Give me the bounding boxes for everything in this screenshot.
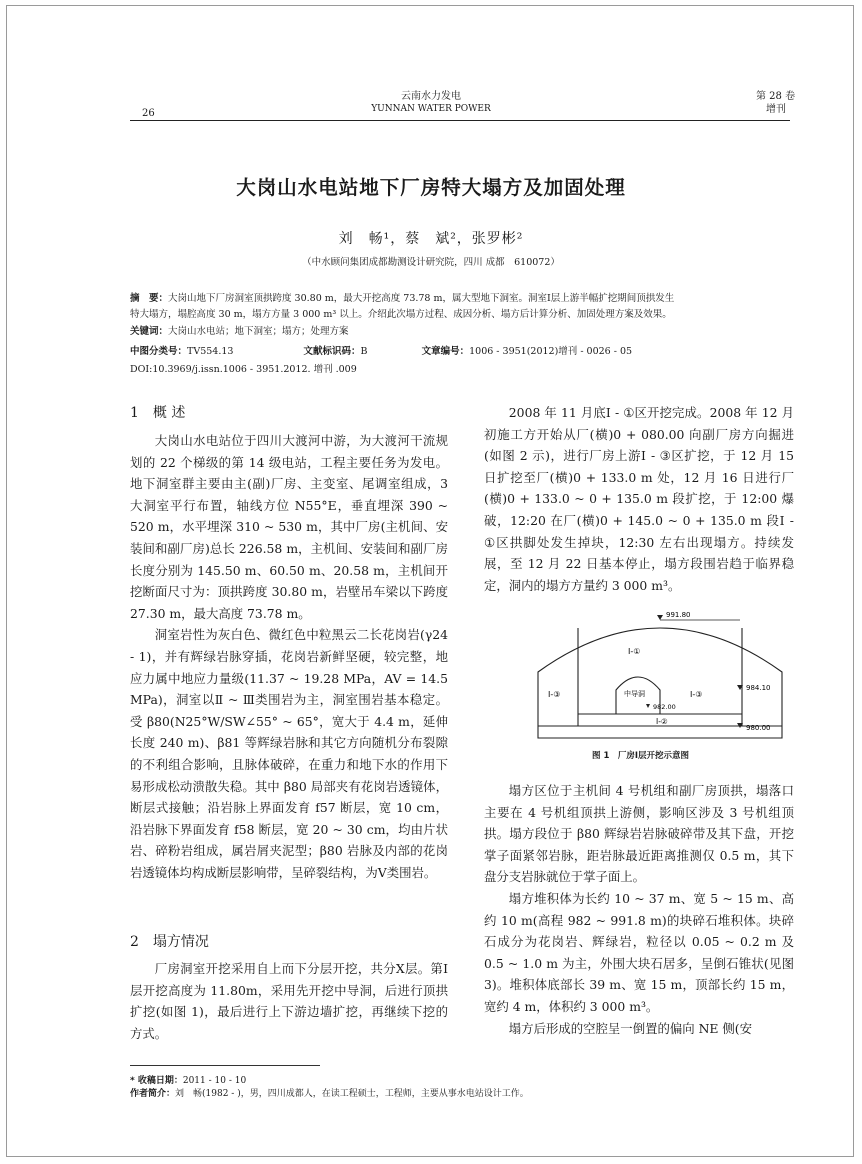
keywords-line [130, 324, 760, 340]
author-bio-line [130, 1088, 529, 1100]
abstract-text-1: 大岗山地下厂房洞室顶拱跨度 30.80 m，最大开挖高度 73.78 m，属大型地下洞室。洞室Ⅰ层上游半幅扩挖期间顶拱发生 [168, 293, 675, 304]
figure-1-caption: 图 1 厂房Ⅰ层开挖示意图 [592, 751, 690, 761]
classification-line [130, 344, 760, 360]
clc-value: TV554.13 [187, 346, 234, 357]
paragraph: 塌方后形成的空腔呈一倒置的偏向 NE 侧(安 [508, 1020, 753, 1036]
affiliation: （中水顾问集团成都勘测设计研究院，四川 成都 610072） [302, 257, 560, 268]
issue: 增刊 [766, 104, 786, 115]
footnote-rule [130, 1065, 320, 1066]
author-list: 刘 畅¹，蔡 斌²，张罗彬² [338, 231, 524, 247]
article-no-value: 1006 - 3951(2012)增刊 - 0026 - 05 [469, 346, 633, 357]
doc-code-label: 文献标识码： [303, 346, 361, 357]
received-date-line [130, 1075, 246, 1087]
journal-name-cn: 云南水力发电 [401, 91, 461, 102]
header-rule [130, 120, 790, 121]
received-label: * 收稿日期： [130, 1076, 183, 1086]
elevation-inner: 982.00 [653, 703, 676, 711]
zone-bottom-label: Ⅰ-② [656, 717, 668, 726]
paragraph: 厂房洞室开挖采用自上而下分层开挖，共分Ⅹ层。第Ⅰ层开挖高度为 11.80m，采用先开挖中导洞，后进行顶拱扩挖(如图 1)，最后进行上下游边墙扩挖，再继续下挖的方式。 [130, 961, 448, 1041]
paragraph: 2008 年 11 月底Ⅰ - ①区开挖完成。2008 年 12 月初施工方开始从厂(横)0 + 080.00 向副厂房方向掘进(如图 2 示)，进行厂房上游Ⅰ - ③区扩挖，于 12 月 15 日扩挖至厂(横)0 + 133.0 m 处，12 月 16 日进行厂(横)0 + 133.0 ~ 0 + 135.0 m 段扩挖，于 12:00 爆破，12:20 在厂(横)0 + 145.0 ~ 0 + 135.0 m 段Ⅰ - ①区拱脚处发生掉块，12:30 左右出现塌方。持续发展，至 12 月 22 日基本停止，塌方段围岩趋于临界稳定，洞内的塌方方量约 3 000 m³。 [484, 405, 794, 593]
left-column-s2 [130, 958, 448, 1044]
pilot-tunnel-label: 中导洞 [624, 690, 645, 698]
elevation-marker-icon [657, 615, 663, 620]
abstract-label: 摘 要： [130, 293, 169, 304]
zone-top-label: Ⅰ-① [628, 647, 641, 656]
clc-label: 中图分类号： [130, 346, 188, 357]
abstract-line-1 [130, 291, 760, 307]
paragraph: 洞室岩性为灰白色、微红色中粒黑云二长花岗岩(γ24 - 1)，并有辉绿岩脉穿插，花岗岩新鲜坚硬，较完整，地应力属中地应力量级(11.37 ~ 19.28 MPa，AV = 14.5 MPa)，洞室以Ⅱ ~ Ⅲ类围岩为主，洞室围岩基本稳定。受 β80(N25°W/SW∠55° ~ 65°，宽大于 4.4 m，延伸长度 240 m)、β81 等辉绿岩脉和其它方向随机分布裂隙的不利组合影响，且脉体破碎，在重力和地下水的作用下易形成松动溃散失稳。其中 β80 局部夹有花岗岩透镜体，断层式接触；沿岩脉上界面发育 f57 断层，宽 10 cm，沿岩脉下界面发育 f58 断层，宽 20 ~ 30 cm，均由片状岩、碎粉岩组成，属岩屑夹泥型；β80 岩脉及内部的花岗岩透镜体均构成断层影响带，呈碎裂结构，为Ⅴ类围岩。 [130, 627, 448, 880]
right-column-bottom [484, 780, 794, 1039]
elevation-right-lower: 980.00 [746, 724, 771, 732]
keywords-label: 关键词： [130, 326, 169, 337]
paragraph: 塌方区位于主机间 4 号机组和副厂房顶拱，塌落口主要在 4 号机组顶拱上游侧，影响区涉及 3 号机组顶拱。塌方段位于 β80 辉绿岩岩脉破碎带及其下盘，开挖掌子面紧邻岩脉，距岩脉最近距离推测仅 0.5 m，其下盘分支岩脉就位于掌子面上。 [484, 783, 794, 885]
section-1-heading: 1 概 述 [130, 405, 186, 421]
paragraph: 塌方堆积体为长约 10 ~ 37 m、宽 5 ~ 15 m、高约 10 m(高程 982 ~ 991.8 m)的块碎石堆积体。块碎石成分为花岗岩、辉绿岩，粒径以 0.05 ~ 0.2 m 及 0.5 ~ 1.0 m 为主，外围大块石居多，呈倒石锥状(见图 3)。堆积体底部长 39 m、宽 15 m，顶部长约 15 m，宽约 4 m，体积约 3 000 m³。 [484, 890, 794, 1014]
zone-left-label: Ⅰ-③ [548, 690, 561, 699]
page-number: 26 [142, 108, 155, 119]
keywords: 大岗山水电站；地下洞室；塌方；处理方案 [168, 326, 349, 337]
elevation-right-upper: 984.10 [746, 684, 771, 692]
elevation-top: 991.80 [666, 611, 691, 619]
volume: 第 28 卷 [756, 91, 796, 102]
section-2-heading: 2 塌方情况 [130, 934, 209, 950]
received-date: 2011 - 10 - 10 [182, 1076, 247, 1086]
journal-name-en: YUNNAN WATER POWER [371, 104, 491, 114]
left-column [130, 430, 448, 883]
paper-title: 大岗山水电站地下厂房特大塌方及加固处理 [236, 176, 626, 199]
article-no-label: 文章编号： [421, 346, 470, 357]
author-bio-label: 作者简介： [130, 1089, 176, 1099]
doi: DOI:10.3969/j.issn.1006 - 3951.2012. 增刊 .009 [130, 364, 357, 375]
doc-code-value: B [360, 346, 368, 357]
right-column-top [484, 402, 794, 596]
author-bio: 刘 畅(1982 - )，男，四川成都人，在读工程硕士，工程师，主要从事水电站设计工作。 [175, 1089, 529, 1099]
elevation-marker-icon [646, 704, 650, 708]
paragraph: 大岗山水电站位于四川大渡河中游，为大渡河干流规划的 22 个梯级的第 14 级电站，工程主要任务为发电。地下洞室群主要由主(副)厂房、主变室、尾调室组成，3 大洞室平行布置，轴线方位 N55°E，垂直埋深 390 ~ 520 m，水平埋深 310 ~ 530 m，其中厂房(主机间、安装间和副厂房)总长 226.58 m，主机间、安装间和副厂房长度分别为 145.50 m、60.50 m、20.58 m，主机间开挖断面尺寸为：顶拱跨度 30.80 m，岩壁吊车梁以下跨度 27.30 m，最大高度 73.78 m。 [130, 433, 448, 621]
abstract-line-2: 特大塌方，塌腔高度 30 m，塌方方量 3 000 m³ 以上。介绍此次塌方过程、成因分析、塌方后计算分析、加固处理方案及效果。 [130, 309, 672, 320]
zone-right-label: Ⅰ-③ [690, 690, 703, 699]
figure-1-diagram [520, 606, 800, 746]
